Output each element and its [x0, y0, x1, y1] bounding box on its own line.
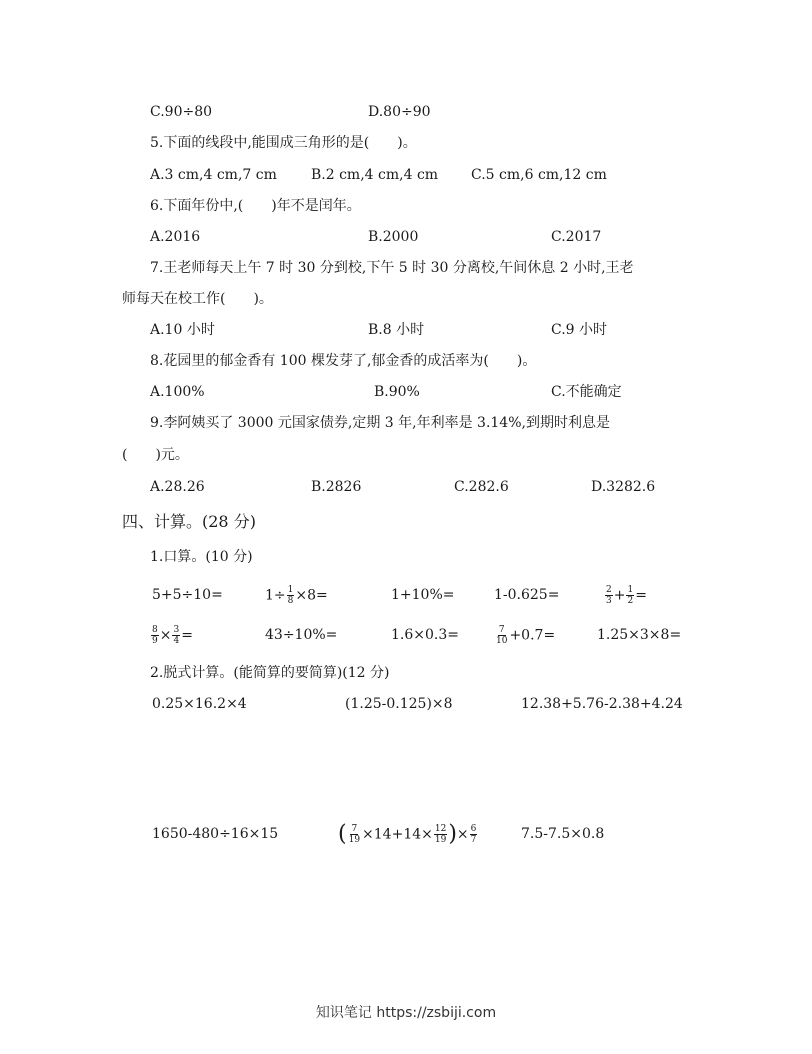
q9-stem-line1: 9.李阿姨买了 3000 元国家债券,定期 3 年,年利率是 3.14%,到期时利息是 — [150, 415, 610, 431]
q9-option-d: D.3282.6 — [591, 479, 656, 495]
q9-option-b: B.2826 — [311, 479, 362, 495]
q5-stem: 5.下面的线段中,能围成三角形的是( )。 — [150, 135, 417, 151]
step-title: 2.脱式计算。(能简算的要简算)(12 分) — [150, 665, 390, 681]
q4-option-d: D.80÷90 — [368, 104, 431, 120]
oral-expr-7: 43÷10%= — [265, 627, 338, 643]
oral-expr-3: 1+10%= — [391, 587, 455, 603]
oral-expr-1: 5+5÷10= — [152, 587, 223, 603]
step-expr-2: (1.25-0.125)×8 — [345, 696, 453, 712]
oral-expr-4: 1-0.625= — [494, 587, 560, 603]
q8-stem: 8.花园里的郁金香有 100 棵发芽了,郁金香的成活率为( )。 — [150, 353, 537, 369]
q5-option-c: C.5 cm,6 cm,12 cm — [471, 167, 607, 183]
q9-option-a: A.28.26 — [150, 479, 205, 495]
q5-option-a: A.3 cm,4 cm,7 cm — [150, 167, 277, 183]
oral-expr-5: $\frac{2}{3}$ + $\frac{1}{2}$ = — [606, 585, 647, 606]
q7-stem-line1: 7.王老师每天上午 7 时 30 分到校,下午 5 时 30 分离校,午间休息 2 小时,王老 — [150, 260, 634, 276]
step-expr-4: 1650-480÷16×15 — [152, 826, 279, 842]
oral-expr-6: $\frac{8}{9}$ × $\frac{3}{4}$ = — [152, 625, 193, 646]
q7-option-a: A.10 小时 — [150, 322, 215, 338]
q8-option-b: B.90% — [374, 384, 420, 400]
q7-option-b: B.8 小时 — [368, 322, 425, 338]
oral-title: 1.口算。(10 分) — [150, 549, 253, 565]
section-title: 四、计算。(28 分) — [122, 512, 256, 531]
q5-option-b: B.2 cm,4 cm,4 cm — [311, 167, 439, 183]
q9-option-c: C.282.6 — [454, 479, 509, 495]
q6-option-c: C.2017 — [551, 229, 602, 245]
footer-watermark: 知识笔记 https://zsbiji.com — [315, 1005, 497, 1021]
oral-expr-2: 1÷ $\frac{1}{8}$ ×8= — [265, 585, 328, 606]
q4-option-c: C.90÷80 — [150, 104, 213, 120]
q8-option-a: A.100% — [150, 384, 205, 400]
step-expr-6: 7.5-7.5×0.8 — [521, 826, 605, 842]
oral-expr-8: 1.6×0.3= — [391, 627, 459, 643]
step-expr-5: ( $\frac{7}{19}$ ×14+14× $\frac{12}{19}$ )× $\frac{6}{7}$ — [338, 821, 477, 847]
q7-option-c: C.9 小时 — [551, 322, 608, 338]
step-expr-1: 0.25×16.2×4 — [152, 696, 247, 712]
q6-option-a: A.2016 — [150, 229, 201, 245]
q6-stem: 6.下面年份中,( )年不是闰年。 — [150, 198, 361, 214]
q8-option-c: C.不能确定 — [551, 384, 622, 400]
q9-stem-line2: ( )元。 — [122, 447, 189, 463]
q6-option-b: B.2000 — [368, 229, 419, 245]
step-expr-3: 12.38+5.76-2.38+4.24 — [521, 696, 683, 712]
oral-expr-9: $\frac{7}{10}$ +0.7= — [496, 625, 556, 646]
oral-expr-10: 1.25×3×8= — [597, 627, 682, 643]
q7-stem-line2: 师每天在校工作( )。 — [122, 291, 273, 307]
